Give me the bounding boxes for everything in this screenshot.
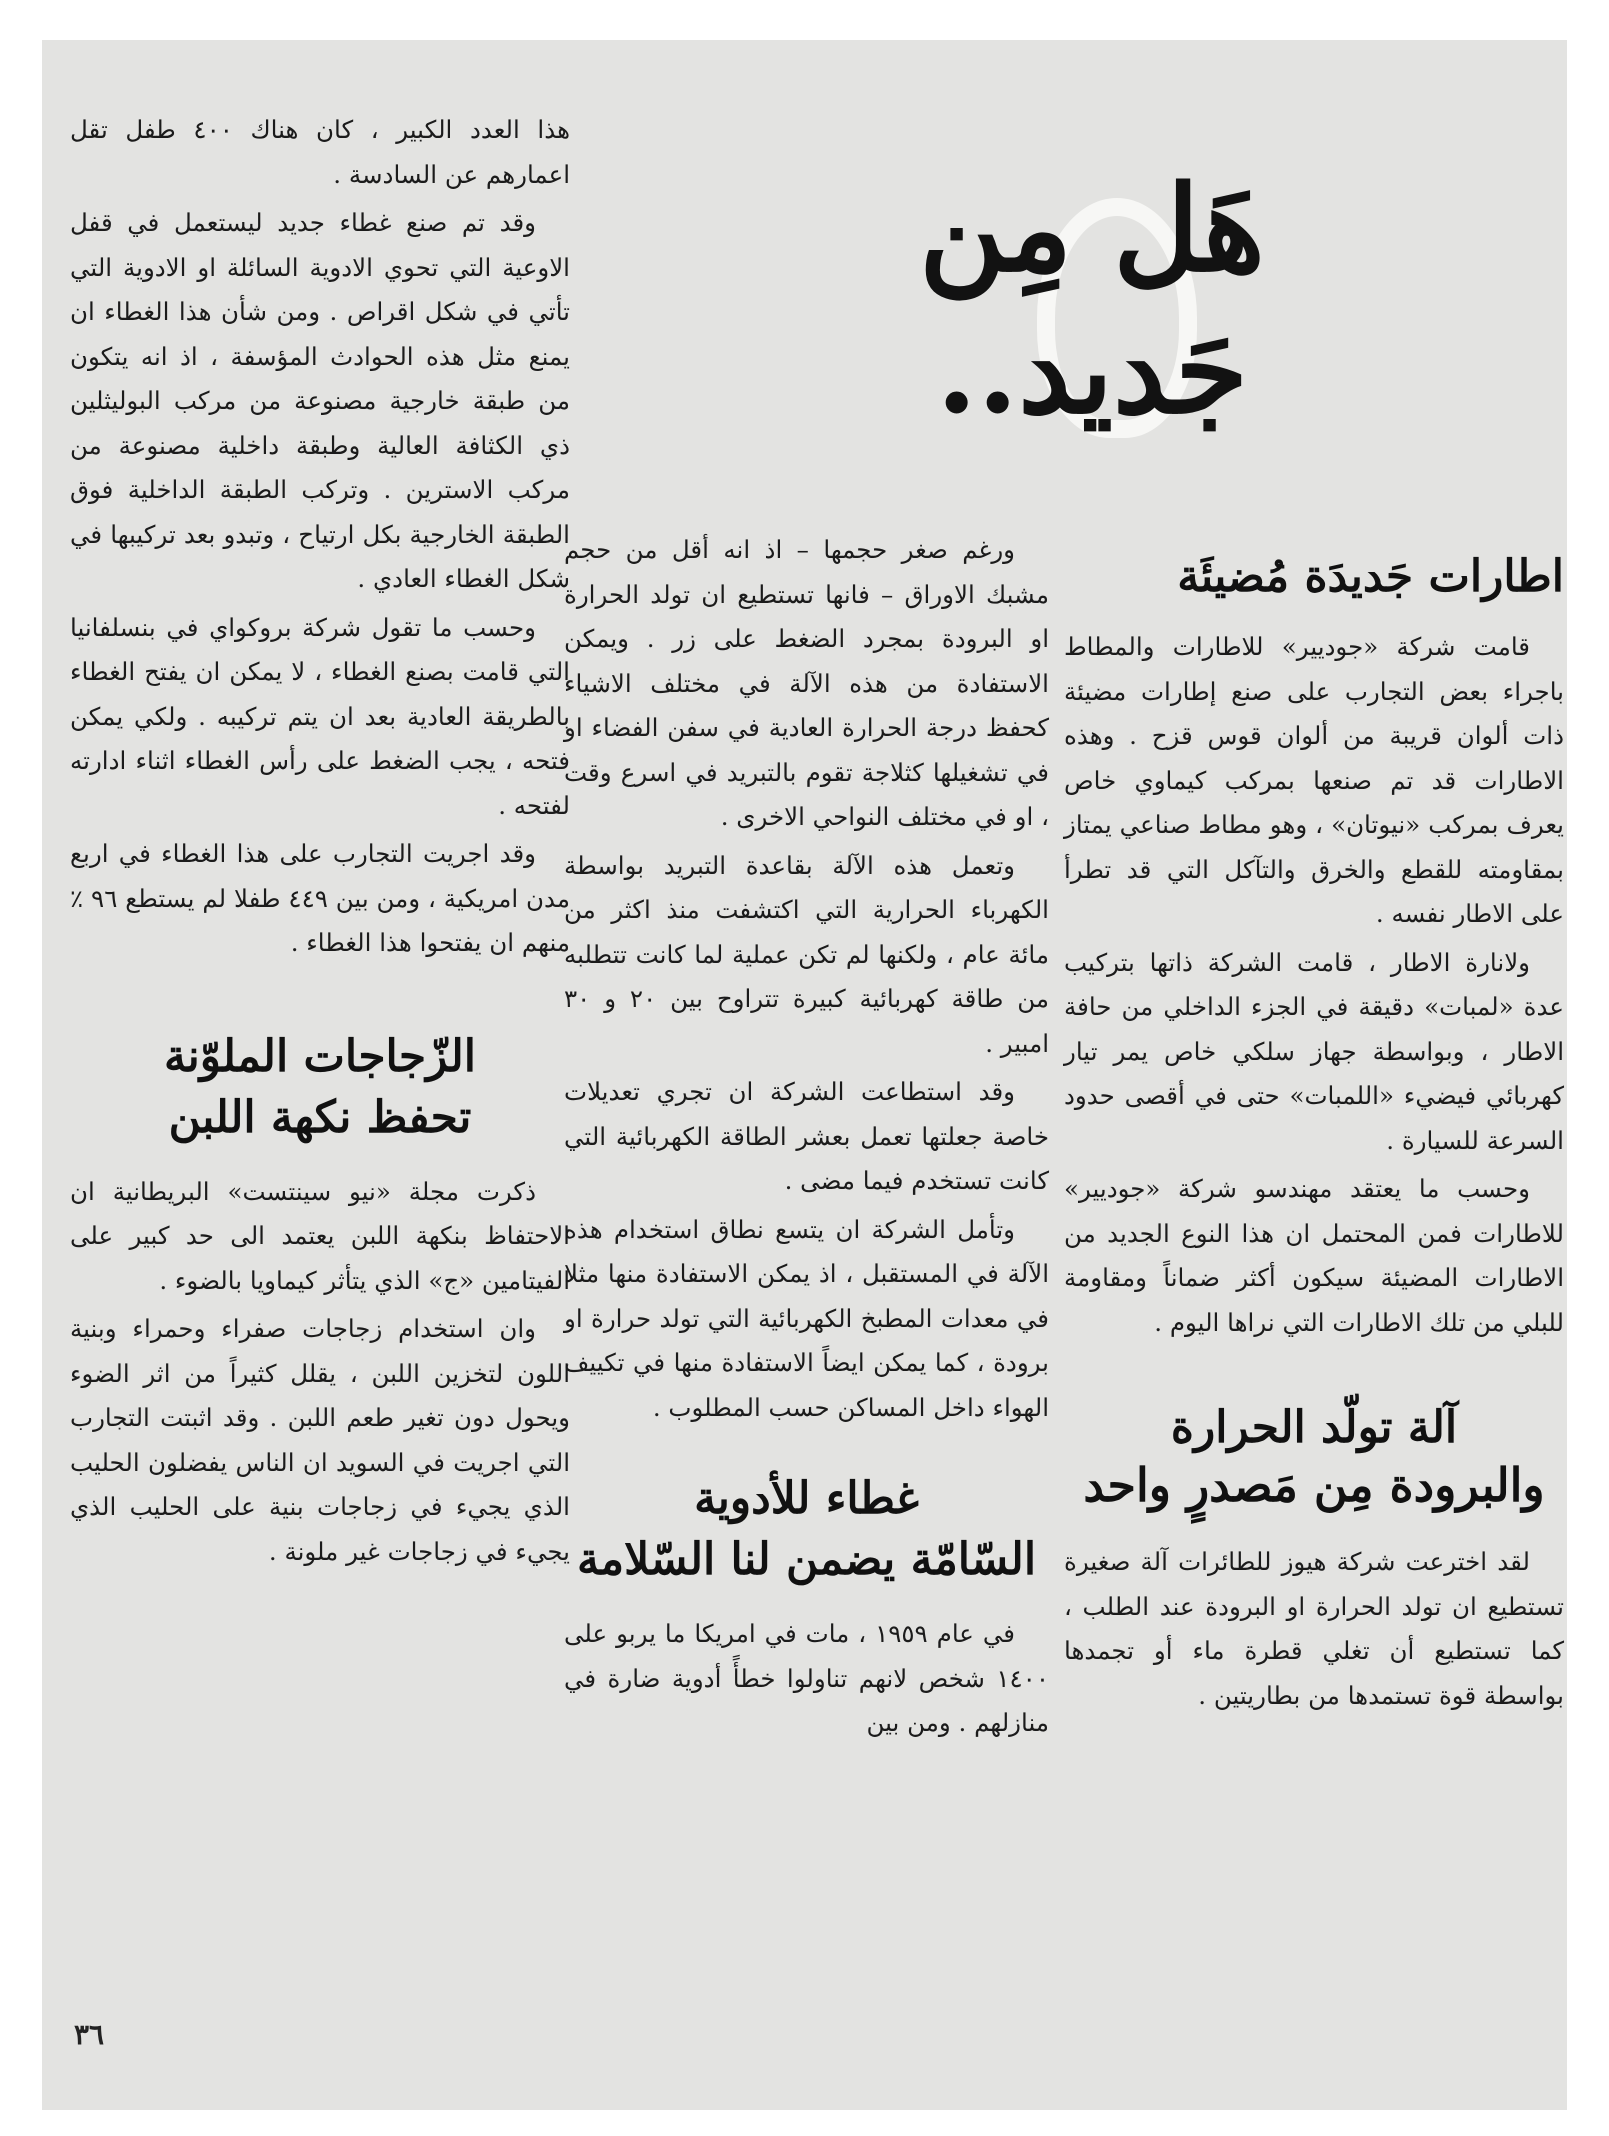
masthead (782, 118, 1402, 448)
heat-device-paragraph-1: لقد اخترعت شركة هيوز للطائرات آلة صغيرة تستطيع ان تولد الحرارة او البرودة عند الطلب ، كما تستطيع أن تغلي قطرة ماء أو تجمدها بواسطة قوة تستمدها من بطاريتين . (1064, 1547, 1564, 1710)
column-left (70, 108, 570, 1578)
medicine-cover-continuation-1: هذا العدد الكبير ، كان هناك ٤٠٠ طفل تقل اعمارهم عن السادسة . (70, 115, 570, 189)
heat-device-paragraph-3: وتعمل هذه الآلة بقاعدة التبريد بواسطة الكهرباء الحرارية التي اكتشفت منذ اكثر من مائة عام ، ولكنها لم تكن عملية لما كانت تتطلبه من طاقة كهربائية كبيرة تتراوح بين ٢٠ و ٣٠ امبير . (564, 850, 1049, 1058)
heat-device-heading-line2: والبرودة مِن مَصدرٍ واحد (1083, 1458, 1545, 1513)
tires-heading: اطارات جَديدَة مُضيئَة (1177, 551, 1564, 602)
medicine-cover-paragraph-1: في عام ١٩٥٩ ، مات في امريكا ما يربو على ١٤٠٠ شخص لانهم تناولوا خطأً أدوية ضارة في منازلهم . ومن بين (564, 1619, 1049, 1738)
bottles-heading-line2: تحفظ نكهة اللبن (168, 1091, 472, 1143)
medicine-cover-continuation-3: وحسب ما تقول شركة بروكواي في بنسلفانيا التي قامت بصنع الغطاء ، لا يمكن ان يفتح الغطاء بالطريقة العادية بعد ان يتم تركيبه . ولكي يمكن فتحه ، يجب الضغط على رأس الغطاء اثناء ادارته لفتحه . (70, 612, 570, 820)
column-middle (564, 528, 1049, 1750)
medicine-cover-continuation-4: وقد اجريت التجارب على هذا الغطاء في اربع مدن امريكية ، ومن بين ٤٤٩ طفلا لم يستطع ٩٦ ٪ منهم ان يفتحوا هذا الغطاء . (70, 839, 570, 957)
page-number: ٣٦ (74, 2018, 105, 2051)
bottles-heading-line1: الزّجاجات الملوّنة (163, 1030, 477, 1082)
tires-paragraph-1: قامت شركة «جوديير» للاطارات والمطاط باجراء بعض التجارب على صنع إطارات مضيئة ذات ألوان قريبة من ألوان قوس قزح . وهذه الاطارات قد تم صنعها بمركب كيماوي خاص يعرف بمركب «نيوتان» ، وهو مطاط صناعي يمتاز بمقاومته للقطع والخرق والتآكل التي قد تطرأ على الاطار نفسه . (1064, 632, 1564, 929)
column-right (1064, 528, 1564, 1722)
heat-device-paragraph-2: ورغم صغر حجمها – اذ انه أقل من حجم مشبك الاوراق – فانها تستطيع ان تولد الحرارة او البرودة بمجرد الضغط على زر . ويمكن الاستفادة من هذه الآلة في مختلف الاشياء كحفظ درجة الحرارة العادية في سفن الفضاء او في تشغيلها كثلاجة تقوم بالتبريد في اسرع وقت ، او في مختلف النواحي الاخرى . (564, 535, 1049, 831)
heat-device-heading-line1: آلة تولّد الحرارة (1170, 1402, 1458, 1454)
medicine-cover-heading-line1: غطاء للأدوية (694, 1473, 919, 1524)
heat-device-paragraph-5: وتأمل الشركة ان يتسع نطاق استخدام هذه الآلة في المستقبل ، اذ يمكن الاستفادة منها مثلا في معدات المطبخ الكهربائية التي تولد حرارة او برودة ، كما يمكن ايضاً الاستفادة منها في تكييف الهواء داخل المساكن حسب المطلوب . (564, 1214, 1049, 1422)
tires-paragraph-3: وحسب ما يعتقد مهندسو شركة «جوديير» للاطارات فمن المحتمل ان هذا النوع الجديد من الاطارات المضيئة سيكون أكثر ضماناً ومقاومة للبلي من تلك الاطارات التي نراها اليوم . (1064, 1174, 1564, 1337)
medicine-cover-heading-line2: السّامّة يضمن لنا السّلامة (576, 1534, 1037, 1586)
bottles-paragraph-1: ذكرت مجلة «نيو سينتست» البريطانية ان الاحتفاظ بنكهة اللبن يعتمد الى حد كبير على الفيتامين «ج» الذي يتأثر كيماويا بالضوء . (70, 1176, 570, 1295)
masthead-title: هَل مِن جَديد.. (919, 159, 1265, 440)
tires-paragraph-2: ولانارة الاطار ، قامت الشركة ذاتها بتركيب عدة «لمبات» دقيقة في الجزء الداخلي من حافة الاطار ، وبواسطة جهاز سلكي خاص يمر تيار كهربائي فيضيء «اللمبات» حتى في أقصى حدود السرعة للسيارة . (1064, 947, 1564, 1155)
medicine-cover-continuation-2: وقد تم صنع غطاء جديد ليستعمل في قفل الاوعية التي تحوي الادوية السائلة او الادوية التي تأتي في شكل اقراص . ومن شأن هذا الغطاء ان يمنع مثل هذه الحوادث المؤسفة ، اذ انه يتكون من طبقة خارجية مصنوعة من مركب البوليثلين ذي الكثافة العالية وطبقة داخلية مصنوعة من مركب الاسترين . وتركب الطبقة الداخلية فوق الطبقة الخارجية بكل ارتياح ، وتبدو بعد تركيبها في شكل الغطاء العادي . (70, 208, 570, 593)
bottles-paragraph-2: وان استخدام زجاجات صفراء وحمراء وبنية اللون لتخزين اللبن ، يقلل كثيراً من اثر الضوء ويحول دون تغير طعم اللبن . وقد اثبتت التجارب التي اجريت في السويد ان الناس يفضلون الحليب الذي يجيء في زجاجات بنية على الحليب الذي يجيء في زجاجات غير ملونة . (70, 1314, 570, 1566)
heat-device-paragraph-4: وقد استطاعت الشركة ان تجري تعديلات خاصة جعلتها تعمل بعشر الطاقة الكهربائية التي كانت تستخدم فيما مضى . (564, 1077, 1049, 1195)
magazine-page (42, 40, 1567, 2110)
